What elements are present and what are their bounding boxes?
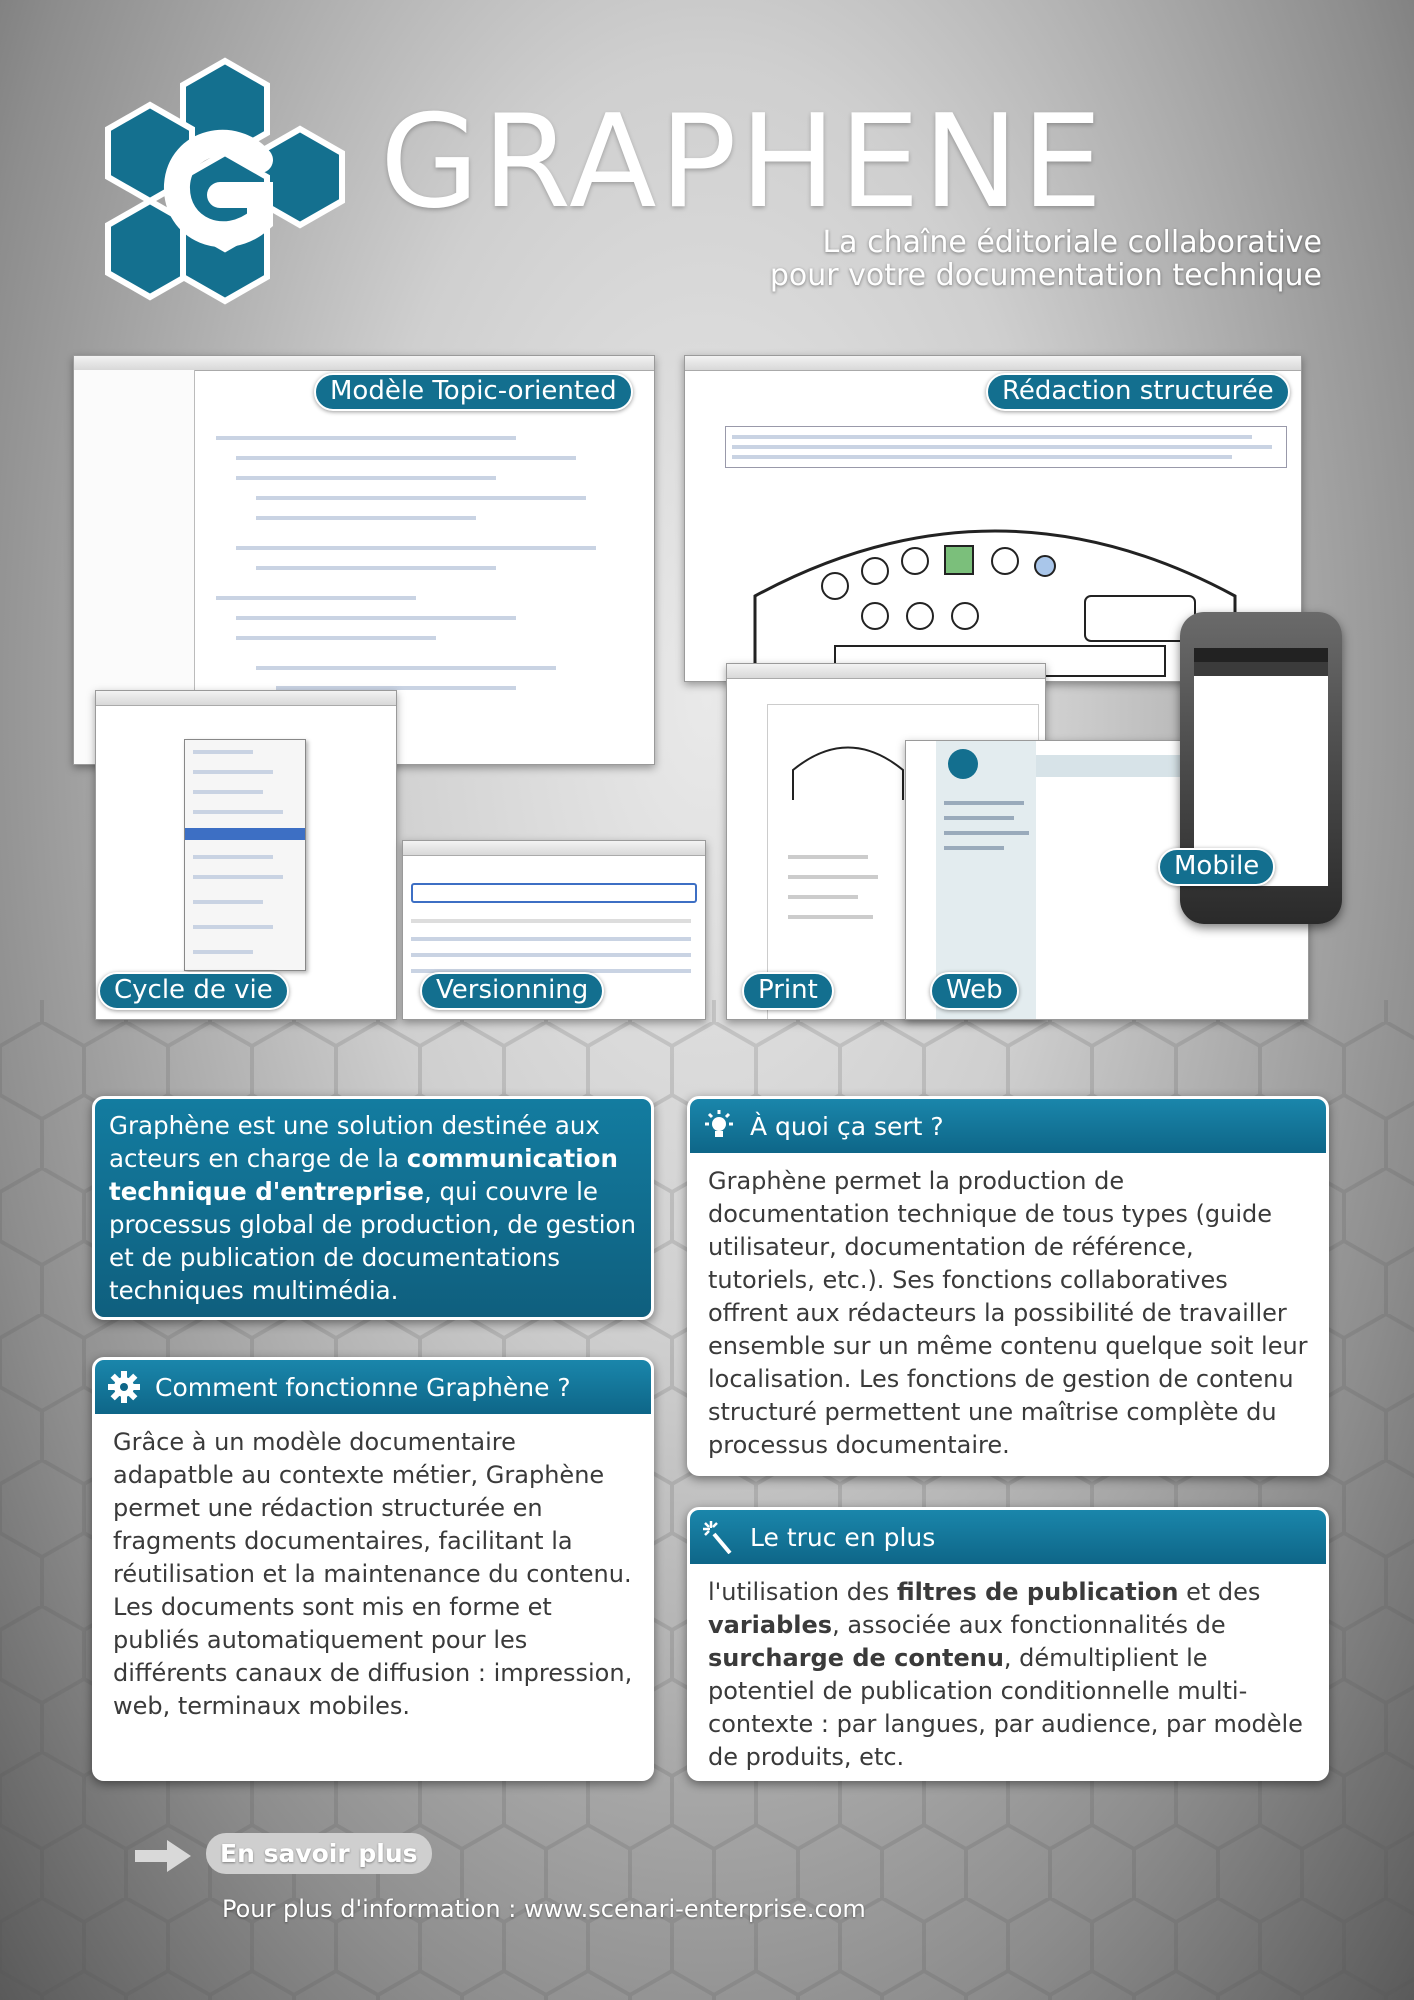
how-it-works-text: Grâce à un modèle documentaire adapatble au contexte métier, Graphène permet une rédaction structurée en fragments documentaires, facilitant la réutilisation et la maintenance du contenu. Les documents sont mis en forme et publiés automatiquement pour les différents canaux de diffusion : impression, web, terminaux mobiles. xyxy=(113,1428,633,1720)
arrow-right-icon xyxy=(135,1840,191,1872)
learn-more-button[interactable]: En savoir plus xyxy=(206,1833,432,1874)
more-info-link[interactable]: Pour plus d'information : www.scenari-enterprise.com xyxy=(222,1895,866,1923)
window-titlebar xyxy=(685,356,1301,371)
label-web: Web xyxy=(930,972,1019,1010)
tagline xyxy=(770,226,1322,292)
bonus-title: Le truc en plus xyxy=(750,1522,936,1552)
label-print: Print xyxy=(742,972,834,1010)
purpose-text: Graphène permet la production de documentation technique de tous types (guide utilisateur, documentation de référence, tutoriels, etc.). Ses fonctions collaboratives offrent aux rédacteurs la possibilité de travailler ensemble sur un même contenu quelque soit leur localisation. Les fonctions de gestion de contenu structuré permettent une maîtrise complète du processus documentaire. xyxy=(708,1167,1308,1459)
bonus-panel xyxy=(687,1507,1329,1781)
text-editor-area xyxy=(725,426,1287,468)
tagline-line-2: pour votre documentation technique xyxy=(769,258,1322,293)
window-titlebar xyxy=(727,664,1045,679)
bonus-text: l'utilisation des filtres de publication et des variables, associée aux fonctionnalités de surcharge de contenu, démultiplient le potentiel de publication conditionnelle multi-contexte : par langues, par audience, par modèle de produits, etc. xyxy=(708,1578,1303,1771)
window-titlebar xyxy=(96,691,396,706)
magic-wand-icon xyxy=(702,1520,736,1554)
purpose-panel xyxy=(687,1096,1329,1476)
window-titlebar xyxy=(403,841,705,856)
brand-title: GRAPHENE xyxy=(380,88,1106,237)
label-topic-oriented: Modèle Topic-oriented xyxy=(314,373,633,411)
context-menu xyxy=(184,739,306,971)
intro-text: Graphène est une solution destinée aux acteurs en charge de la communication technique d'entreprise, qui couvre le processus global de production, de gestion et de publication de documentations techniques multimédia. xyxy=(109,1111,637,1305)
bonus-header xyxy=(690,1510,1326,1564)
how-it-works-title: Comment fonctionne Graphène ? xyxy=(155,1372,571,1402)
gear-icon xyxy=(107,1370,141,1404)
lifecycle-screenshot xyxy=(95,690,397,1020)
idea-icon xyxy=(702,1109,736,1143)
label-lifecycle: Cycle de vie xyxy=(98,972,289,1010)
create-version-box xyxy=(411,883,697,903)
tagline-line-1: La chaîne éditoriale collaborative xyxy=(822,225,1322,260)
label-mobile: Mobile xyxy=(1158,848,1275,886)
label-versioning: Versionning xyxy=(420,972,604,1010)
label-structured-authoring: Rédaction structurée xyxy=(986,373,1290,411)
window-titlebar xyxy=(74,356,654,371)
how-it-works-header xyxy=(95,1360,651,1414)
how-it-works-panel xyxy=(92,1357,654,1781)
intro-panel xyxy=(92,1096,654,1320)
purpose-header xyxy=(690,1099,1326,1153)
graphene-logo xyxy=(95,55,355,305)
purpose-title: À quoi ça sert ? xyxy=(750,1111,944,1141)
